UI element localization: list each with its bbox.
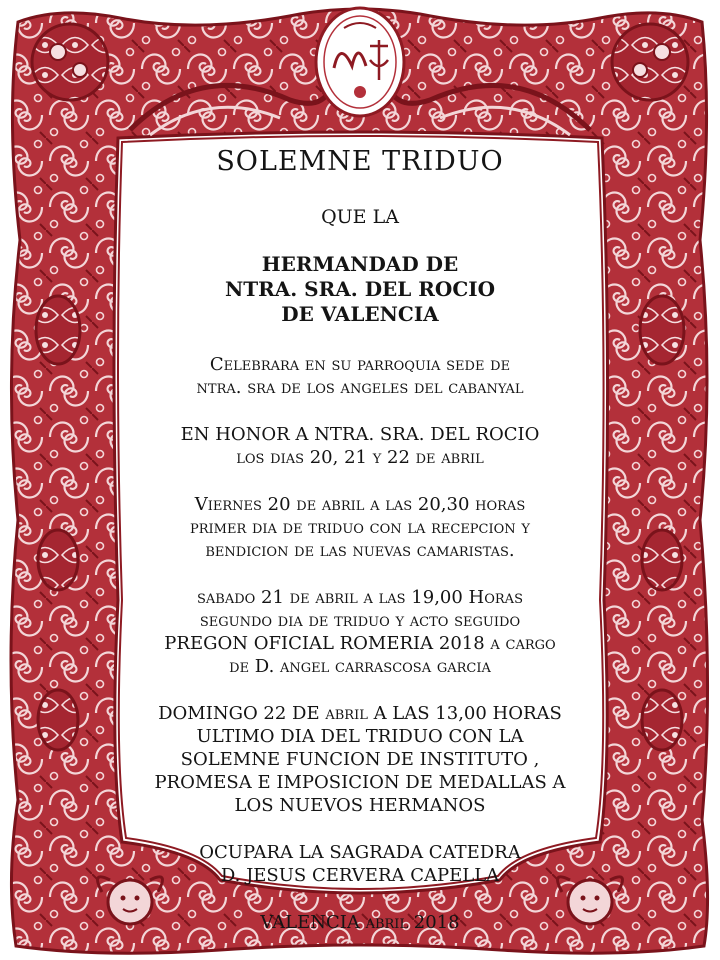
organization-line: HERMANDAD DE	[261, 252, 459, 276]
paragraph-friday	[110, 493, 610, 562]
document-title: SOLEMNE TRIDUO	[216, 146, 504, 177]
paragraph-line: de D. angel carrascosa garcia	[229, 656, 491, 677]
paragraph-line: PREGON OFICIAL ROMERIA 2018 a cargo	[164, 633, 556, 654]
organization-line: NTRA. SRA. DEL ROCIO	[224, 277, 496, 301]
document-text	[110, 140, 610, 934]
paragraph-line: LOS NUEVOS HERMANOS	[234, 795, 486, 816]
paragraph-line: segundo dia de triduo y acto seguido	[199, 610, 521, 631]
paragraph-line: sabado 21 de abril a las 19,00 Horas	[197, 587, 523, 608]
seal-emblem-icon	[316, 8, 404, 116]
paragraph-line: primer dia de triduo con la recepcion y	[190, 517, 530, 538]
paragraph-line: OCUPARA LA SAGRADA CATEDRA	[199, 842, 521, 863]
corner-bouquet-top-left	[32, 24, 108, 100]
paragraph-line: SOLEMNE FUNCION DE INSTITUTO ,	[180, 749, 540, 770]
paragraph-line: los dias 20, 21 y 22 de abril	[236, 447, 484, 468]
paragraph-line: bendicion de las nuevas camaristas.	[205, 540, 515, 561]
paragraph-line: Viernes 20 de abril a las 20,30 horas	[194, 494, 526, 515]
corner-bouquet-top-right	[612, 24, 688, 100]
organization-line: DE VALENCIA	[281, 302, 439, 326]
paragraph-line: D. JESUS CERVERA CAPELLA	[220, 865, 500, 886]
paragraph-line: ULTIMO DIA DEL TRIDUO CON LA	[196, 726, 524, 747]
paragraph-sunday	[110, 702, 610, 817]
paragraph-honor	[110, 423, 610, 469]
intro-line: QUE LA	[321, 206, 399, 228]
paragraph-line: DOMINGO 22 DE abril A LAS 13,00 HORAS	[158, 703, 562, 724]
paragraph-line: ntra. sra de los angeles del cabanyal	[196, 377, 524, 398]
document-footer: VALENCIA abril 2018	[260, 912, 460, 933]
paragraph-preacher	[110, 841, 610, 887]
paragraph-celebration	[110, 353, 610, 399]
paragraph-line: EN HONOR A NTRA. SRA. DEL ROCIO	[180, 424, 540, 445]
paragraph-line: PROMESA E IMPOSICION DE MEDALLAS A	[154, 772, 566, 793]
paragraph-line: Celebrara en su parroquia sede de	[209, 354, 511, 375]
organization-name	[110, 252, 610, 327]
paragraph-saturday	[110, 586, 610, 678]
